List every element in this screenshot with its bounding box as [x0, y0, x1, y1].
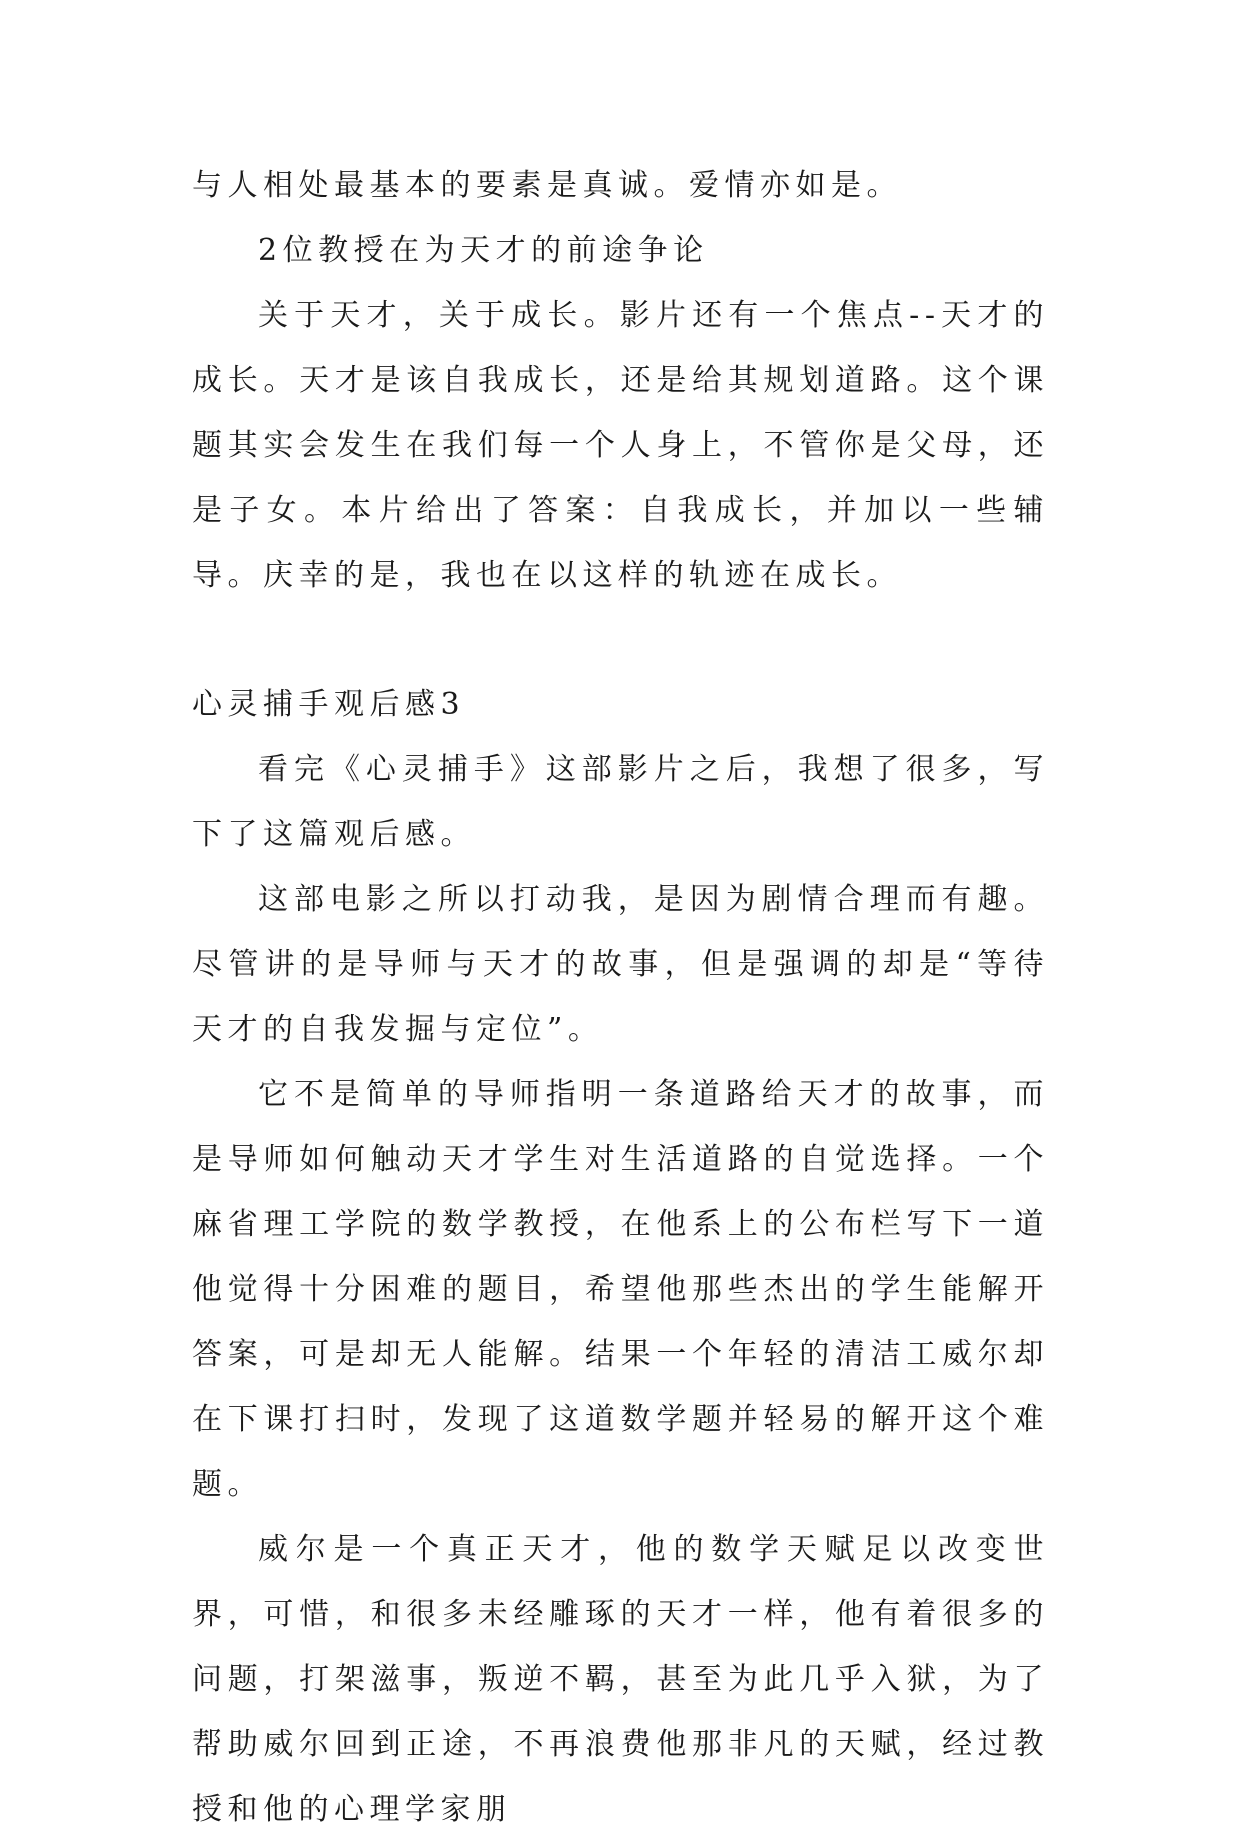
section-heading: 心灵捕手观后感3 [192, 687, 466, 722]
paragraph-closing-line: 与人相处最基本的要素是真诚。爱情亦如是。 [192, 168, 902, 203]
paragraph-genius-growth: 关于天才，关于成长。影片还有一个焦点--天才的成长。天才是该自我成长，还是给其规划道路。这个课题其实会发生在我们每一个人身上，不管你是父母，还是子女。本片给出了答案：自我成长，并加以一些辅导。庆幸的是，我也在以这样的轨迹在成长。 [192, 298, 1049, 593]
paragraph-story: 它不是简单的导师指明一条道路给天才的故事，而是导师如何触动天才学生对生活道路的自觉选择。一个麻省理工学院的数学教授，在他系上的公布栏写下一道他觉得十分困难的题目，希望他那些杰出的学生能解开答案，可是却无人能解。结果一个年轻的清洁工威尔却在下课打扫时，发现了这道数学题并轻易的解开这个难题。 [192, 1077, 1049, 1502]
paragraph-why-moving: 这部电影之所以打动我，是因为剧情合理而有趣。尽管讲的是导师与天才的故事，但是强调的却是“等待天才的自我发掘与定位”。 [192, 882, 1049, 1047]
paragraph-professors-debate: 2位教授在为天才的前途争论 [258, 233, 709, 268]
document-body [192, 153, 1049, 1842]
section-gap [192, 608, 1049, 672]
paragraph-will: 威尔是一个真正天才，他的数学天赋足以改变世界，可惜，和很多未经雕琢的天才一样，他有着很多的问题，打架滋事，叛逆不羁，甚至为此几乎入狱，为了帮助威尔回到正途，不再浪费他那非凡的天赋，经过教授和他的心理学家朋 [192, 1532, 1049, 1827]
paragraph-intro: 看完《心灵捕手》这部影片之后，我想了很多，写下了这篇观后感。 [192, 752, 1049, 852]
